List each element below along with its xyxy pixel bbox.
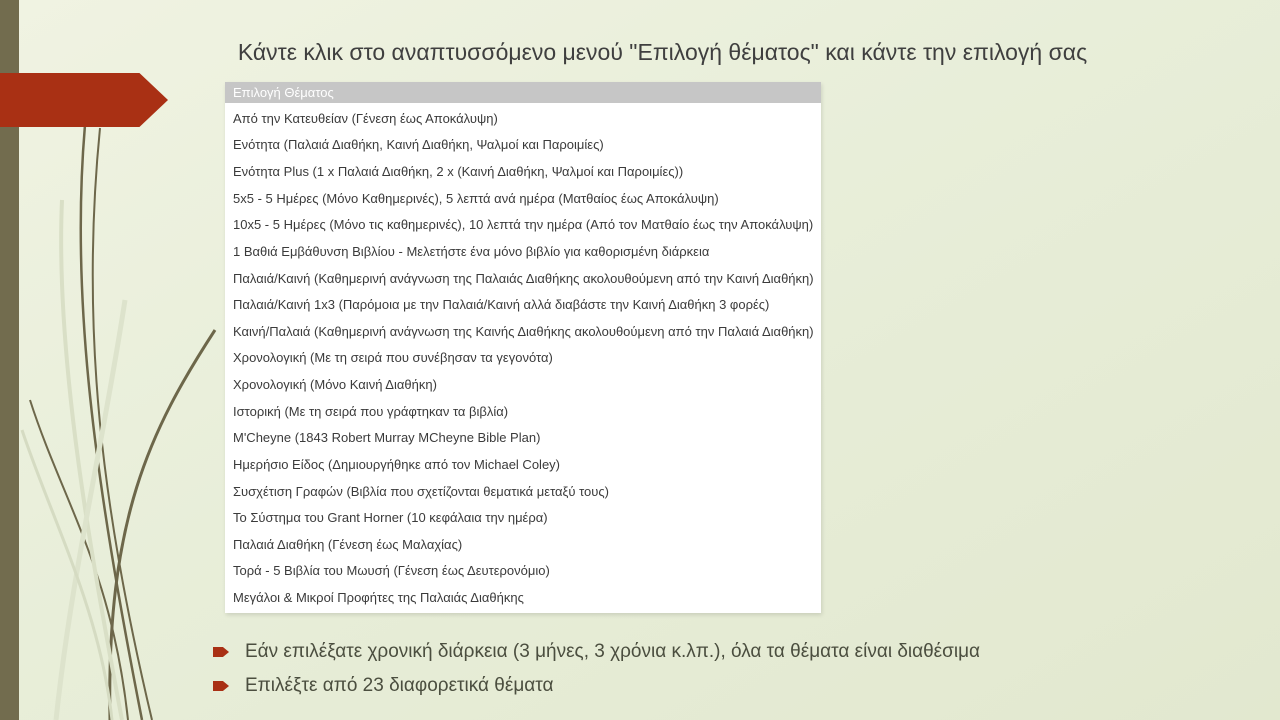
dropdown-selected-header[interactable]: Επιλογή Θέματος bbox=[225, 82, 821, 103]
dropdown-item[interactable]: Παλαιά/Καινή 1x3 (Παρόμοια με την Παλαιά/Καινή αλλά διαβάστε την Καινή Διαθήκη 3 φορές) bbox=[233, 297, 770, 313]
notes-bullet-list bbox=[213, 641, 980, 709]
bullet-row bbox=[213, 641, 980, 663]
dropdown-item[interactable]: Συσχέτιση Γραφών (Βιβλία που σχετίζονται θεματικά μεταξύ τους) bbox=[233, 483, 609, 499]
dropdown-options-list bbox=[225, 103, 821, 613]
dropdown-item[interactable]: Τορά - 5 Βιβλία του Μωυσή (Γένεση έως Δευτερονόμιο) bbox=[233, 563, 550, 579]
dropdown-item[interactable]: Παλαιά/Καινή (Καθημερινή ανάγνωση της Παλαιάς Διαθήκης ακολουθούμενη από την Καινή Διαθήκη) bbox=[233, 270, 814, 286]
slide-title: Κάντε κλικ στο αναπτυσσόμενο μενού "Επιλογή θέματος" και κάντε την επιλογή σας bbox=[237, 38, 1088, 65]
dropdown-item[interactable]: Το Σύστημα του Grant Horner (10 κεφάλαια την ημέρα) bbox=[233, 510, 548, 526]
bullet-text: Εάν επιλέξατε χρονική διάρκεια (3 μήνες, 3 χρόνια κ.λπ.), όλα τα θέματα είναι διαθέσιμα bbox=[245, 641, 981, 662]
dropdown-item[interactable]: Καινή/Παλαιά (Καθημερινή ανάγνωση της Καινής Διαθήκης ακολουθούμενη από την Παλαιά Διαθήκη) bbox=[233, 323, 814, 339]
dropdown-item[interactable]: Παλαιά Διαθήκη (Γένεση έως Μαλαχίας) bbox=[233, 536, 463, 552]
dropdown-item[interactable]: 10x5 - 5 Ημέρες (Μόνο τις καθημερινές), 10 λεπτά την ημέρα (Από τον Ματθαίο έως την Αποκάλυψη) bbox=[233, 217, 814, 233]
arrow-callout-shape bbox=[0, 73, 168, 127]
dropdown-item[interactable]: Ημερήσιο Είδος (Δημιουργήθηκε από τον Michael Coley) bbox=[233, 456, 560, 472]
dropdown-item[interactable]: M'Cheyne (1843 Robert Murray MCheyne Bible Plan) bbox=[233, 430, 541, 446]
dropdown-item[interactable]: 1 Βαθιά Εμβάθυνση Βιβλίου - Μελετήστε ένα μόνο βιβλίο για καθορισμένη διάρκεια bbox=[233, 243, 710, 259]
arrow-bullet-icon bbox=[213, 647, 229, 657]
bullet-text: Επιλέξτε από 23 διαφορετικά θέματα bbox=[245, 675, 554, 696]
dropdown-item[interactable]: Ενότητα Plus (1 x Παλαιά Διαθήκη, 2 x (Καινή Διαθήκη, Ψαλμοί και Παροιμίες)) bbox=[233, 164, 684, 180]
dropdown-item[interactable]: Από την Κατευθείαν (Γένεση έως Αποκάλυψη) bbox=[233, 110, 498, 126]
dropdown-item[interactable]: Χρονολογική (Μόνο Καινή Διαθήκη) bbox=[233, 377, 437, 393]
dropdown-item[interactable]: Ιστορική (Με τη σειρά που γράφτηκαν τα βιβλία) bbox=[233, 403, 509, 419]
dropdown-item[interactable]: Μεγάλοι & Μικροί Προφήτες της Παλαιάς Διαθήκης bbox=[233, 590, 524, 606]
theme-dropdown-menu bbox=[225, 82, 821, 613]
dropdown-item[interactable]: 5x5 - 5 Ημέρες (Μόνο Καθημερινές), 5 λεπτά ανά ημέρα (Ματθαίος έως Αποκάλυψη) bbox=[233, 190, 719, 206]
arrow-bullet-icon bbox=[213, 681, 229, 691]
dropdown-item[interactable]: Ενότητα (Παλαιά Διαθήκη, Καινή Διαθήκη, Ψαλμοί και Παροιμίες) bbox=[233, 137, 604, 153]
dropdown-item[interactable]: Χρονολογική (Με τη σειρά που συνέβησαν τα γεγονότα) bbox=[233, 350, 553, 366]
bullet-row bbox=[213, 675, 980, 697]
